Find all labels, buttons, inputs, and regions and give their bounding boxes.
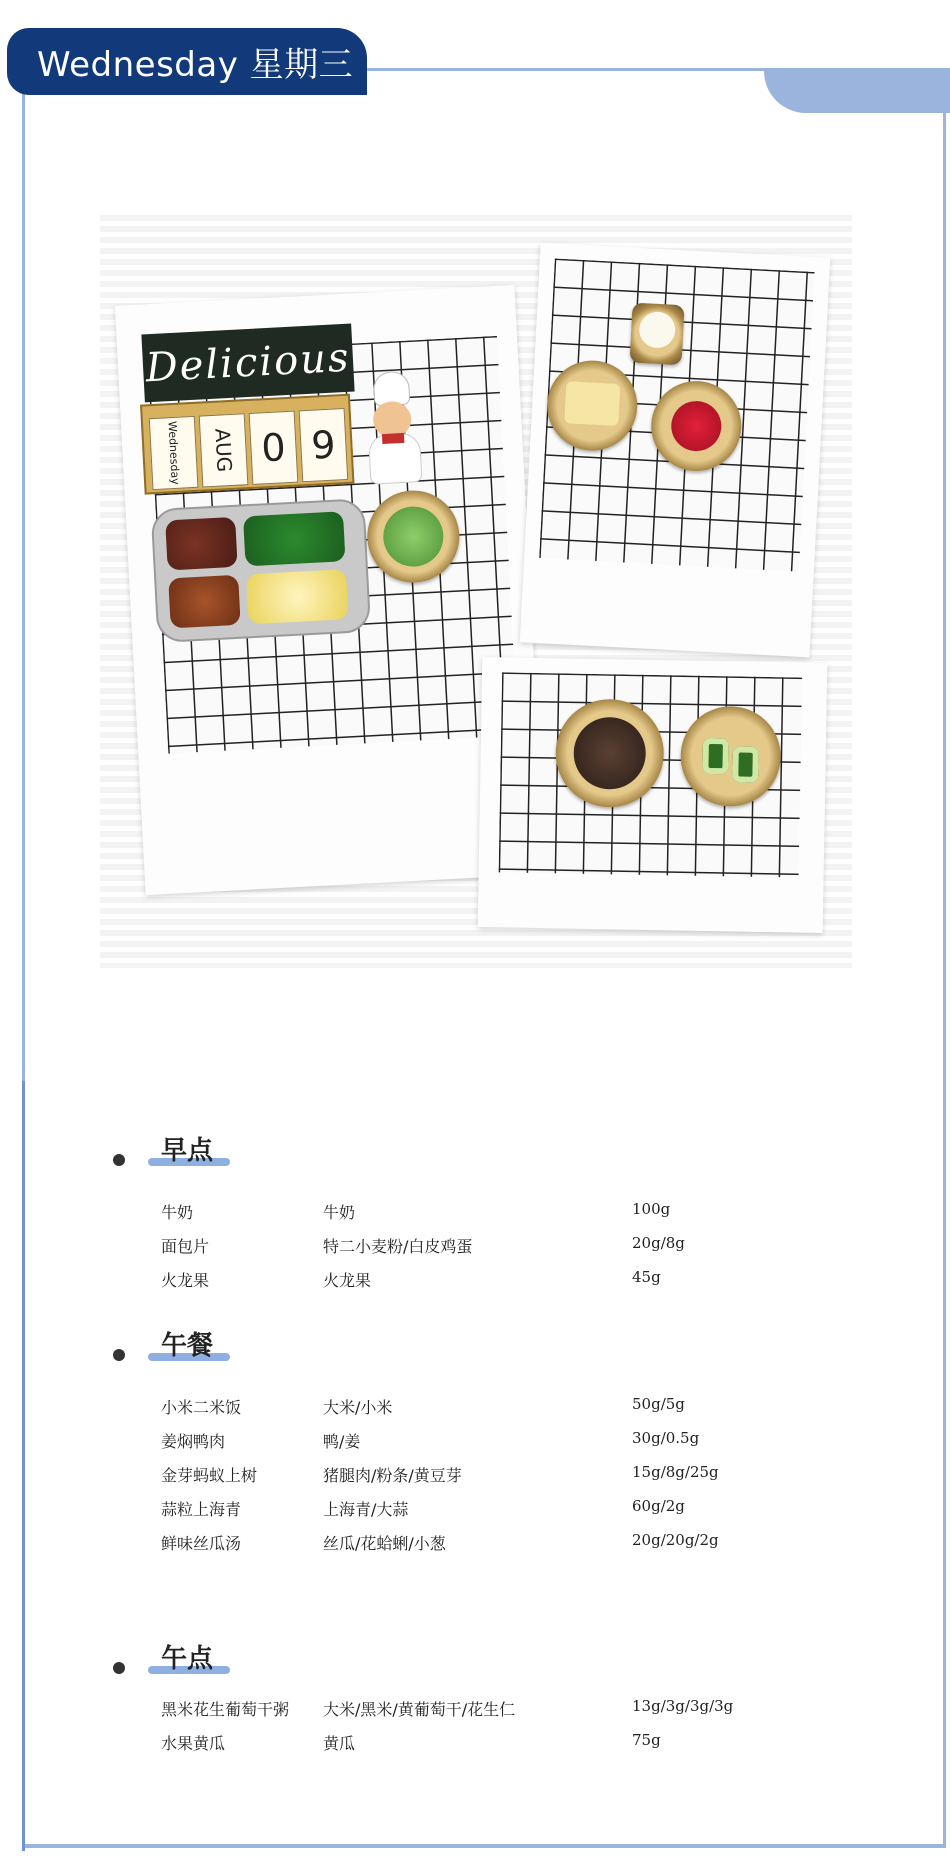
section-title: 早点 [161,1136,214,1166]
dish-ingredients: 猪腿肉/粉条/黄豆芽 [323,1466,462,1485]
dish-ingredients: 火龙果 [323,1271,372,1290]
dish-ingredients: 鸭/姜 [323,1432,361,1451]
dish-ingredients: 黄瓜 [323,1734,356,1753]
dish-amount: 60g/2g [632,1497,685,1515]
calendar-tag-day [149,416,199,490]
section-title: 午点 [161,1644,214,1674]
menu-row [0,1463,950,1491]
dish-amount: 30g/0.5g [632,1429,700,1447]
dish-amount: 20g/8g [632,1234,685,1252]
divided-food-tray [151,498,372,643]
tray-greens [243,511,345,566]
milk-cup [630,303,685,366]
calendar-day-name: Wednesday [165,420,182,486]
chalkboard-text: Delicious [144,334,352,392]
day-title-badge [7,28,367,95]
calendar-month: AUG [210,427,237,473]
tray-duck [168,575,241,629]
dish-amount: 100g [632,1200,671,1218]
menu-row [0,1697,950,1725]
flip-calendar [140,394,354,495]
dish-amount: 20g/20g/2g [632,1531,719,1549]
dish-ingredients: 特二小麦粉/白皮鸡蛋 [323,1237,473,1256]
dish-name: 黑米花生葡萄干粥 [161,1700,290,1719]
dish-ingredients: 大米/小米 [323,1398,393,1417]
dish-ingredients: 丝瓜/花蛤蜊/小葱 [323,1534,446,1553]
chalkboard-sign [141,324,354,403]
chef-figurine [359,370,425,483]
calendar-digit-1: 0 [260,425,287,471]
calendar-tag-digit-1 [249,411,299,485]
section-bullet [113,1154,125,1166]
menu-row [0,1234,950,1262]
dish-name: 牛奶 [161,1203,194,1222]
menu-row [0,1531,950,1559]
photo-card-snack [478,657,828,933]
dish-name: 火龙果 [161,1271,210,1290]
menu-row [0,1497,950,1525]
dish-name: 面包片 [161,1237,210,1256]
day-title: Wednesday 星期三 [37,45,354,85]
menu-row [0,1731,950,1759]
dish-name: 姜焖鸭肉 [161,1432,226,1451]
calendar-tag-month [199,413,249,487]
dish-name: 金芽蚂蚁上树 [161,1466,258,1485]
dish-amount: 15g/8g/25g [632,1463,719,1481]
dish-ingredients: 大米/黑米/黄葡萄干/花生仁 [323,1700,516,1719]
menu-row [0,1429,950,1457]
section-title: 午餐 [161,1331,214,1361]
photo-card-breakfast [520,243,831,658]
menu-row [0,1268,950,1296]
meal-photo [100,215,852,968]
tray-rice [246,569,348,624]
dish-amount: 45g [632,1268,661,1286]
dish-amount: 50g/5g [632,1395,685,1413]
corner-tab-decoration [764,68,950,113]
menu-row [0,1200,950,1228]
dish-name: 小米二米饭 [161,1398,242,1417]
dish-amount: 13g/3g/3g/3g [632,1697,734,1715]
section-bullet [113,1662,125,1674]
dish-amount: 75g [632,1731,661,1749]
calendar-digit-2: 9 [310,422,337,468]
dish-name: 蒜粒上海青 [161,1500,242,1519]
section-bullet [113,1349,125,1361]
tray-vermicelli [165,517,238,571]
dish-name: 鲜味丝瓜汤 [161,1534,242,1553]
menu-row [0,1395,950,1423]
dish-ingredients: 牛奶 [323,1203,356,1222]
dish-ingredients: 上海青/大蒜 [323,1500,409,1519]
dish-name: 水果黄瓜 [161,1734,226,1753]
calendar-tag-digit-2 [299,408,349,482]
